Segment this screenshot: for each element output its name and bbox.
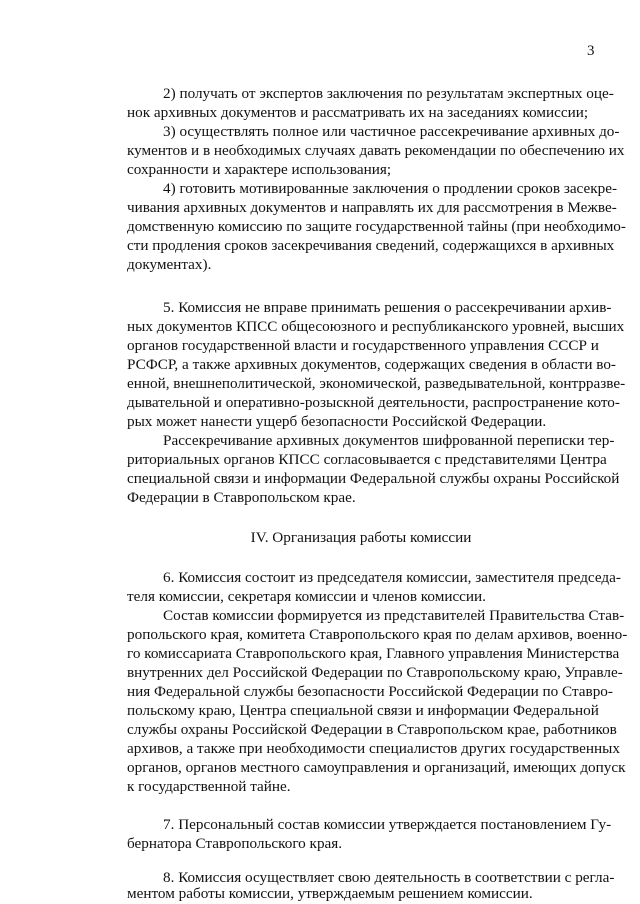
- paragraph-line: дывательной и оперативно-розыскной деятельности, распространение кото-: [127, 394, 620, 411]
- paragraph-line: 7. Персональный состав комиссии утверждается постановлением Гу-: [163, 816, 612, 833]
- paragraph-line: польскому краю, Центра специальной связи и информации Федеральной: [127, 702, 599, 719]
- paragraph-line: чивания архивных документов и направлять их для рассмотрения в Межве-: [127, 199, 617, 216]
- section-heading: IV. Организация работы комиссии: [250, 529, 472, 546]
- paragraph-line: РСФСР, а также архивных документов, содержащих сведения в области во-: [127, 356, 616, 373]
- paragraph-line: ния Федеральной службы безопасности Российской Федерации по Ставро-: [127, 683, 613, 700]
- paragraph-line: Федерации в Ставропольском крае.: [127, 489, 356, 506]
- paragraph-line: риториальных органов КПСС согласовывается с представителями Центра: [127, 451, 607, 468]
- paragraph-line: 6. Комиссия состоит из председателя комиссии, заместителя председа-: [163, 569, 621, 586]
- paragraph-line: Рассекречивание архивных документов шифрованной переписки тер-: [163, 432, 615, 449]
- paragraph-line: ных документов КПСС общесоюзного и республиканского уровней, высших: [127, 318, 625, 335]
- paragraph-line: 8. Комиссия осуществляет свою деятельность в соответствии с регла-: [163, 869, 615, 886]
- paragraph-line: внутренних дел Российской Федерации по Ставропольскому краю, Управле-: [127, 664, 623, 681]
- paragraph-line: теля комиссии, секретаря комиссии и членов комиссии.: [127, 588, 486, 605]
- paragraph-line: архивов, а также при необходимости специалистов других государственных: [127, 740, 620, 757]
- paragraph-line: сти продления сроков засекречивания сведений, содержащихся в архивных: [127, 237, 615, 254]
- paragraph-line: рых может нанести ущерб безопасности Российской Федерации.: [127, 413, 547, 430]
- paragraph-line: нок архивных документов и рассматривать их на заседаниях комиссии;: [127, 104, 589, 121]
- paragraph-line: 2) получать от экспертов заключения по результатам экспертных оце-: [163, 85, 614, 102]
- paragraph-line: домственную комиссию по защите государственной тайны (при необходимо-: [127, 218, 626, 235]
- paragraph-line: 4) готовить мотивированные заключения о продлении сроков засекре-: [163, 180, 617, 197]
- paragraph-line: специальной связи и информации Федеральной службы охраны Российской: [127, 470, 620, 487]
- paragraph-line: 3) осуществлять полное или частичное рассекречивание архивных до-: [163, 123, 620, 140]
- paragraph-line: ментом работы комиссии, утверждаемым решением комиссии.: [127, 885, 533, 902]
- paragraph-line: службы охраны Российской Федерации в Ставропольском крае, работников: [127, 721, 617, 738]
- paragraph-line: сохранности и характере использования;: [127, 161, 392, 178]
- paragraph-line: органов, органов местного самоуправления и организаций, имеющих допуск: [127, 759, 626, 776]
- paragraph-line: кументов и в необходимых случаях давать рекомендации по обеспечению их: [127, 142, 625, 159]
- paragraph-line: ропольского края, комитета Ставропольского края по делам архивов, военно-: [127, 626, 628, 643]
- paragraph-line: бернатора Ставропольского края.: [127, 835, 343, 852]
- paragraph-line: документах).: [127, 256, 212, 273]
- paragraph-line: енной, внешнеполитической, экономической, разведывательной, контрразве-: [127, 375, 626, 392]
- paragraph-line: 5. Комиссия не вправе принимать решения о рассекречивании архив-: [163, 299, 612, 316]
- page-number: 3: [587, 43, 595, 59]
- paragraph-line: к государственной тайне.: [127, 778, 291, 795]
- paragraph-line: органов государственной власти и государственного управления СССР и: [127, 337, 599, 354]
- paragraph-line: го комиссариата Ставропольского края, Главного управления Министерства: [127, 645, 620, 662]
- paragraph-line: Состав комиссии формируется из представителей Правительства Став-: [163, 607, 625, 624]
